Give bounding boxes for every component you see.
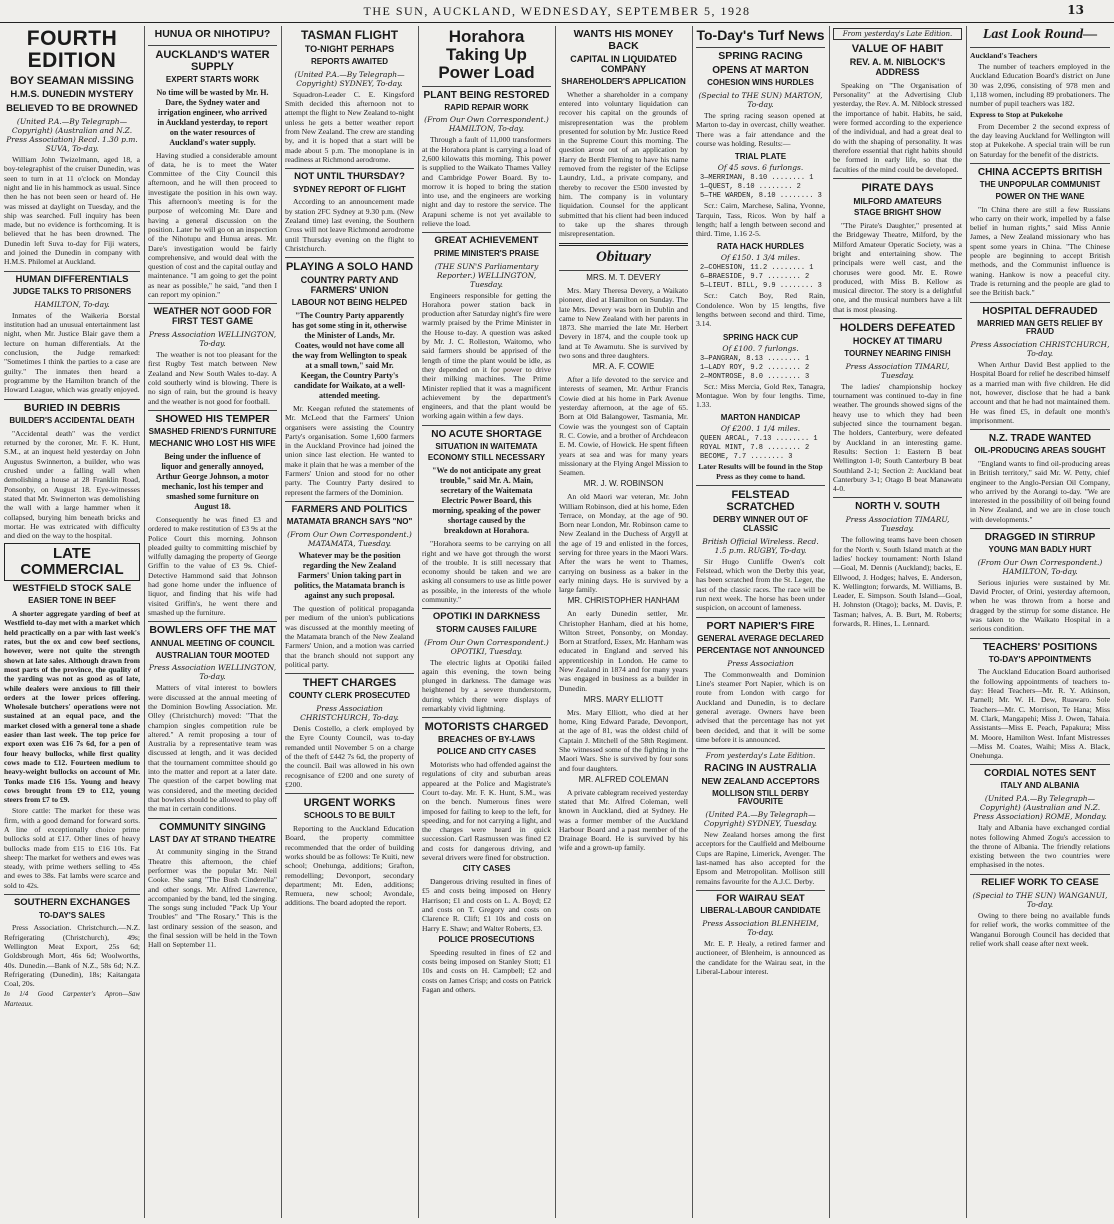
paragraph-title: Express to Stop at Pukekohe — [970, 110, 1063, 120]
article-body: Speeding resulted in fines of £2 and costs being imposed on Stanley Stott; £1 10s and costs on H. Campbell; £2 and costs on James Crisp; and costs on Patrick Fagan and others. — [422, 947, 551, 994]
headline: WESTFIELD STOCK SALE — [12, 582, 132, 594]
race-result: 5—THE WARDEN, 8.10 ........ 3 — [700, 192, 822, 201]
column-7 — [833, 26, 962, 1218]
headline: CHINA ACCEPTS BRITISH — [977, 166, 1103, 178]
dateline: Press Association — [727, 658, 794, 668]
subheadline: COHESION WINS HURDLES — [707, 78, 814, 88]
headline: DRAGGED IN STIRRUP — [984, 532, 1096, 544]
subheadline: REPORTS AWAITED — [310, 57, 389, 67]
subheadline: THE UNPOPULAR COMMUNIST — [979, 179, 1101, 189]
divider — [148, 818, 277, 819]
article-body: Sir Hugo Cunliffe Owen's colt Felstead, which won the Derby this year, has been scratched from the St. Leger, the last of the classic races. The race will be run next week. The horse has been under suspicion, on account of lameness. — [696, 556, 825, 613]
headline: WANTS HIS MONEY BACK — [573, 28, 674, 52]
headline: FELSTEAD SCRATCHED — [726, 489, 795, 514]
race-result: 2—MONTROSE, 8.0 ........ 3 — [700, 372, 810, 381]
article-body: The number of teachers employed in the Auckland Education Board's district on June 30 was 2,096, consisting of 978 men and 1,118 women, including 89 probationers. The number of pupil teachers was 182. — [970, 61, 1110, 109]
article-body: New Zealand horses among the first acceptors for the Caulfield and Melbourne Cups are Rapine, Limerick, Avenger. The last-named has also accepted for the Epsom and Metropolitan. Mollison still remains favourite for the A.J.C. Derby. — [696, 830, 825, 886]
headline: PLANT BEING RESTORED — [423, 89, 550, 101]
divider — [696, 617, 825, 618]
divider — [422, 717, 551, 718]
subheadline: POWER ON THE WANE — [995, 191, 1085, 201]
article-body: Serious injuries were sustained by Mr. David Procter, of Orini, yesterday afternoon, when he was thrown from a horse and dragged by the stirrup for some distance. He was taken to the Waikato Hospital in a serious condition. — [970, 577, 1110, 634]
divider — [422, 86, 551, 87]
divider — [970, 429, 1110, 430]
subheadline: POLICE PROSECUTIONS — [438, 934, 535, 944]
subheadline: OIL-PRODUCING AREAS SOUGHT — [974, 446, 1106, 456]
headline: N.Z. TRADE WANTED — [988, 433, 1092, 445]
subheadline: LABOUR NOT BEING HELPED — [291, 298, 408, 308]
obituary-name: MRS. M. T. DEVERY — [586, 273, 661, 283]
headline: SHOWED HIS TEMPER — [155, 412, 270, 425]
race-result: BECOME, 7.7 ........ 3 — [700, 453, 793, 462]
dateline: (THE SUN'S Parliamentary Reporter.) WELLINGTON, Tuesday. — [434, 261, 539, 289]
headline: HUNUA OR NIHOTIPU? — [154, 28, 271, 40]
dateline: HAMILTON, To-day. — [34, 299, 110, 309]
dateline: Press Association TIMARU, Tuesday. — [845, 361, 950, 380]
subheadline: GENERAL AVERAGE DECLARED — [697, 634, 824, 644]
subheadline: BUILDER'S ACCIDENTAL DEATH — [9, 416, 135, 426]
article-body: The spring racing season opened at Marton to-day in overcast, chilly weather. There was a fair attendance and the course was holding. Results:— — [696, 111, 825, 148]
race-stake: Of £150. 1 3/4 miles. — [720, 253, 801, 263]
column-rule — [692, 26, 693, 1218]
article-body: From December 2 the second express of the day leaving Auckland for Wellington will stop at Pukekohe. A special train will be run on Saturday for the benefit of the districts. — [970, 121, 1110, 159]
divider — [696, 485, 825, 486]
headline: PLAYING A SOLO HAND — [285, 261, 414, 274]
headline: PIRATE DAYS — [861, 181, 934, 194]
article-body: Store cattle: The market for these was firm, with a good demand for forward sorts. A line of exceptionally choice prime bullocks sold at £17. Other lines of heavy bullocks made from £15 to £16 10s. Fat sheep: The market for wethers and ewes was steady, with prime wethers selling to 45s and ewes to 38s. Fat lambs were scarce and sold to 42s. — [4, 806, 140, 890]
divider — [148, 45, 277, 46]
article-body: Mrs. Mary Theresa Devery, a Waikato pioneer, died at Hamilton on Sunday. The late Mrs. Devery was born in Dublin and came to New Zealand with her parents in 1873. She married the late Mr. Herbert Devery in 1874, and the couple took up land at Te Awamutu. She is survived by two sons and three daughters. — [559, 285, 688, 361]
divider — [148, 410, 277, 411]
column-8 — [970, 26, 1110, 1218]
subheadline: STORM CAUSES FAILURE — [436, 624, 537, 634]
headline: WEATHER NOT GOOD FOR FIRST TEST GAME — [153, 306, 272, 327]
divider — [148, 621, 277, 622]
divider — [970, 47, 1110, 48]
section-banner — [4, 543, 140, 581]
article-body: The ladies' championship hockey tournament was continued to-day in fine weather. The grounds showed signs of the heavy use to which they had been subjected since the tournament began. The holders, Canterbury, were defeated by Auckland in an interesting game. Results: Section 1: Eastern B beat Wellington 1-0; South Canterbury B beat Southland 2-1; Section 2: Auckland beat Canterbury 3-1; Otago B beat Manawatu 4-0. — [833, 381, 962, 494]
subheadline: LAST DAY AT STRAND THEATRE — [149, 834, 276, 844]
dateline: (United P.A.—By Telegraph—Copyright) SYDNEY, To-day. — [294, 69, 405, 88]
dateline: (Special to THE SUN) WANGANUI, To-day. — [972, 891, 1108, 910]
article-body: William John Twizelmann, aged 18, a boy-telegraphist of the cruiser Dunedin, was seen to turn in at 11 o'clock on Monday night and lie in his hammock as usual. Since then he has not been seen or heard of. He was missed at daylight on Tuesday, and the ship was searched. Full inquiry has been made, but no evidence is forthcoming. It is believed that he has been drowned. The Dunedin left Suva to-day for Fiji waters, and joined the Dunedin in company with H.M.S. Philomel at Auckland. — [4, 155, 140, 267]
race-result: 3—MERRIMAN, 8.10 ........ 1 — [700, 174, 814, 183]
subheadline: TO-NIGHT PERHAPS — [304, 44, 395, 55]
headline: TASMAN FLIGHT — [300, 28, 399, 42]
column-5 — [559, 26, 688, 1218]
article-body: Mr. E. P. Healy, a retired farmer and auctioneer, of Blenheim, is announced as the candidate for the Wairau seat, in the Liberal-Labour interest. — [696, 939, 825, 976]
headline: OPOTIKI IN DARKNESS — [432, 611, 541, 623]
article-body: "In China there are still a few Russians who carry on their work, impelled by a false belief in human rights," said Miss Annie James, a New Zealand missionary who has spent some years in China. "The Chinese people are beginning to accept British methods, and the Communist influence is waning. Hankow is now a peaceful city. Trade is returning and the people are glad to see the British back." — [970, 204, 1110, 298]
article-body: Speaking on "The Organisation of Personality" at the Advertising Club yesterday, the Rev. A. M. Niblock stressed the importance of habit. Habits, he said, were formed according to the experience of the individual, and had a great deal to do with the shaping of personality. It was therefore essential that right habits should be formed in early life, so that the faculties of the mind could be developed. — [833, 80, 962, 174]
divider — [833, 178, 962, 179]
headline: VALUE OF HABIT — [851, 43, 944, 55]
headline: CORDIAL NOTES SENT — [983, 768, 1097, 780]
section-title: Obituary — [595, 249, 651, 266]
subheadline: ITALY AND ALBANIA — [1000, 781, 1080, 791]
subheadline: MARRIED MAN GETS RELIEF BY FRAUD — [977, 318, 1103, 337]
stop-press-note: Later Results will be found in the Stop Press as they come to hand. — [698, 462, 823, 481]
subheadline: TO-DAY'S APPOINTMENTS — [988, 654, 1092, 664]
dateline: Press Association CHRISTCHURCH, To-day. — [300, 704, 399, 723]
subheadline: STAGE BRIGHT SHOW — [854, 208, 941, 218]
headline: SOUTHERN EXCHANGES — [13, 897, 131, 909]
headline: Horahora Taking Up Power Load — [438, 27, 535, 82]
column-2 — [148, 26, 277, 1218]
subheadline: COUNTY CLERK PROSECUTED — [288, 691, 411, 701]
article-deck: "We do not anticipate any great trouble," said Mr. A. Main, secretary of the Waitemata Electric Power Board, this morning, speaking of the power shortage caused by the breakdown at Horahora. — [432, 466, 541, 536]
article-body: An old Maori war veteran, Mr. John William Robinson, died at his home, Eden Terrace, on Monday, at the age of 90. Born near London, Mr. Robinson came to New Zealand in the Duchess of Argyll at the age of 19 and enlisted in the forces, serving for three years in the Maori Wars. After the wars he went to Thames, carrying on business as a baker in the early mining days. He is survived by a large family. — [559, 492, 688, 595]
headline: OPENS AT MARTON — [712, 65, 809, 77]
column-rule — [144, 26, 145, 1218]
article-body: "Accidental death" was the verdict returned by the coroner, Mr. F. K. Hunt, S.M., at an inquest held yesterday on John Augustus Swinnerton, a builder, who was crushed under a falling wall when demolishing a house at 28 Franklin Road, Ponsonby, on August 18. Eye-witnesses stated that Mr. Swinnerton was demolishing the wall with a large hammer when it collapsed, burying him beneath bricks and mortar. He was extricated with difficulty and died on the way to the hospital. — [4, 428, 140, 541]
article-body: Press Association. Christchurch.—N.Z. Refrigerating (Christchurch), 49s; Wellington Meat Export, 25s 6d; Goldsbrough Mort, 46s 6d; Woolworths, 40s. Dunedin.—Bank of N.Z., 58s 6d; N.Z. Refrigerating (Dunedin), 18s; Kaitangata Coal, 20s. — [4, 923, 140, 989]
article-body: Reporting to the Auckland Education Board, the property committee recommended that the order of building works should be as follows: Te Kuiti, new school; Onehunga, additions; Grafton, remodelling; Devonport, secondary department; Mt. Eden, additions; Remuera, new school; Avondale, additions. The board adopted the report. — [285, 824, 414, 908]
headline: NO ACUTE SHORTAGE — [431, 428, 542, 440]
edition-note: From yesterday's Late Edition. — [705, 752, 816, 761]
dateline: (From Our Own Correspondent.) HAMILTON, To-day. — [424, 115, 549, 134]
column-rule — [418, 26, 419, 1218]
edition-banner: FOURTH EDITION — [26, 27, 118, 73]
divider — [148, 303, 277, 304]
divider — [833, 318, 962, 319]
headline: FARMERS AND POLITICS — [291, 503, 408, 515]
divider — [559, 243, 688, 246]
divider — [970, 163, 1110, 164]
divider — [4, 271, 140, 272]
column-rule — [281, 26, 282, 1218]
section-title: LATE COMMERCIAL — [20, 545, 124, 579]
divider — [970, 764, 1110, 765]
edition-note: From yesterday's Late Edition. — [833, 28, 962, 40]
subheadline: PERCENTAGE NOT ANNOUNCED — [696, 645, 825, 655]
race-result: ROYAL MINT, 7.8 ........ 2 — [700, 444, 810, 453]
race-stake: Of £200. 1 1/4 miles. — [720, 424, 801, 434]
column-1 — [4, 26, 140, 1218]
dateline: Press Association WELLINGTON, To-day. — [148, 330, 277, 349]
headline: TEACHERS' POSITIONS — [982, 641, 1098, 653]
article-body: Mr. Keegan refuted the statements of Mr. McLeod that the Farmers' Union organisers were assisting the Country Party's organisation. Some 1,600 farmers in the Auckland Province had joined the union since last election. He wanted to make it plain that he was a member of the Farmers' Union and stood for no other party. The Country Party desired to represent the farmers of the Dominion. — [285, 403, 414, 497]
headline: BOY SEAMAN MISSING — [10, 75, 134, 88]
subheadline: MILFORD AMATEURS — [853, 195, 942, 206]
subheadline: POLICE AND CITY CASES — [436, 747, 537, 757]
headline: RELIEF WORK TO CEASE — [981, 876, 1099, 888]
subheadline: ANNUAL MEETING OF COUNCIL — [150, 638, 275, 648]
dateline: British Official Wireless. Recd. 1.5 p.m. RUGBY, To-day. — [702, 536, 819, 555]
race-result: 1—LADY ROY, 9.2 ........ 2 — [700, 363, 810, 372]
race-result: 3—PANGRAN, 8.13 ........ 1 — [700, 354, 810, 363]
headline: MOTORISTS CHARGED — [424, 721, 549, 734]
divider — [422, 232, 551, 233]
divider — [970, 638, 1110, 639]
headline: SPRING RACING — [718, 49, 803, 62]
column-3 — [285, 26, 414, 1218]
race-result: 5—LIEUT. BILL, 9.9 ........ 3 — [700, 282, 822, 291]
obituary-name: MR. J. W. ROBINSON — [583, 479, 664, 489]
article-body: According to an announcement made by station 2FC Sydney at 9.30 p.m. (New Zealand time) last evening, the Southern Cross will not leave Richmond aerodrome until Thursday evening on the flight to Christchurch. — [285, 197, 414, 253]
divider — [970, 874, 1110, 875]
subheadline: BELIEVED TO BE DROWNED — [6, 102, 138, 114]
column-rule — [555, 26, 556, 1218]
dateline: (Special to THE SUN) MARTON, To-day. — [698, 91, 823, 110]
article-lead: A shorter aggregate yarding of beef at Westfield to-day met with a market which held practically on a par with last week's rates, but the ox and cow beef sections, however, were not quite the strength shown at late sales. Although drawn from most parts of the province, the quality of the yarding was not as good as of late, while dealers were anxious to fill their orders at the lower prices offering. Wholesale butchers' operations were not sustained at an equal pace, and the market closed with a general tone a shade easier than last week. The top price for export oxen was £16 7s 6d, for a pen of four heavy bullocks, while first quality cows made to £12. Fourteen medium to heavy-weight bullocks on account of Mr. Tonks made £16 15s. Young and heavy cows brought from £9 to £12, young steers from £7 to £9. — [4, 609, 140, 805]
headline: HUMAN DIFFERENTIALS — [15, 273, 129, 285]
divider — [696, 47, 825, 48]
article-body: Owing to there being no available funds for relief work, the works committee of the Wanganui Borough Council has decided that relief work shall cease after next week. — [970, 911, 1110, 949]
subheadline: LIBERAL-LABOUR CANDIDATE — [700, 906, 821, 916]
divider — [285, 168, 414, 169]
article-body: Denis Costello, a clerk employed by the Eyre County Council, was to-day remanded until November 5 on a charge of the theft of £442 7s 6d, the property of the council. Bail was allowed in his own recognisance of £200 and one surety of £200. — [285, 724, 414, 789]
article-body: At community singing in the Strand Theatre this afternoon, the chief performer was the popular Mr. Neil Cooke. She sang "The Bush Cinderella" and other songs. Mr. Alfred Lawrence, accompanied by the band, led the singing. The songs sung included "Pack Up Your Troubles" and "The Rosary." This is the last ordinary session of the season, and the final session will be held in the Town Hall on September 11. — [148, 847, 277, 950]
divider — [696, 890, 825, 891]
subheadline: JUDGE TALKS TO PRISONERS — [12, 287, 132, 297]
subheadline: EASIER TONE IN BEEF — [28, 596, 116, 606]
race-result: 1—QUEST, 8.10 ........ 2 — [700, 183, 801, 192]
dateline: (From Our Own Correspondent.) OPOTIKI, Tuesday. — [424, 637, 549, 656]
headline: HOLDERS DEFEATED — [839, 322, 956, 335]
article-deck: Whatever may be the position regarding the New Zealand Farmers' Union taking part in politics, the Matamata branch is against any such proposal. — [294, 551, 405, 601]
subheadline: REV. A. M. NIBLOCK'S ADDRESS — [849, 57, 946, 77]
divider — [4, 894, 140, 895]
article-body: Engineers responsible for getting the Horahora power station back in production after Saturday night's fire were warmly praised by the Prime Minister in the House to-day. A question was asked by Mr. J. C. Rolleston, Waitomo, who said farmers should be apprised of the length of time the plant would be idle, as they depended on it for power to drive their milking machines. The Prime Minister replied that it was a magnificent achievement by the department's engineers, and that the plant would be working again within a few days. — [422, 290, 551, 421]
subheadline: HOCKEY AT TIMARU — [852, 336, 943, 347]
subheadline: CITY CASES — [462, 864, 511, 874]
headline: THEFT CHARGES — [302, 677, 397, 690]
article-body: The following teams have been chosen for the North v. South Island match at the ladies' hockey tournament: North Island—Goal, M. Dennis (Auckland); backs, E. Ellwood, J. Hodges; halves, E. Anderson, K. Wellington; forwards, M. Williams, B. Leader, E. Simpson. South Island—Goal, H. Johnston (Otago); backs, M. Davis, P. Tasman; halves, A. B. Burt, M. Roberts; forwards, R. Hines, L. Lennard. — [833, 535, 962, 629]
headline: FOR WAIRAU SEAT — [716, 892, 805, 904]
article-body: "The Pirate's Daughter," presented at the Bridgeway Theatre, Milford, by the Milford Amateur Operatic Society, was a bright and entertaining show. The principals were well cast, and the choruses were good. Mr. E. Rowe produced, with Miss B. Kellow as musical director. The story is a delightful one, and the musical numbers have a lilt that is most pleasing. — [833, 221, 962, 314]
race-name: RATA HACK HURDLES — [717, 242, 804, 252]
subheadline: NEW ZEALAND ACCEPTORS — [701, 776, 820, 787]
column-rule — [829, 26, 830, 1218]
headline: BOWLERS OFF THE MAT — [149, 624, 276, 637]
dateline: Press Association BLENHEIM, To-day. — [702, 919, 819, 938]
article-body: The electric lights at Opotiki failed again this evening, the town being plunged in darkness. The damage was heightened by a severe thunderstorm, during which there were displays of remarkably vivid lightning. — [422, 657, 551, 714]
article-body: Squadron-Leader C. E. Kingsford Smith decided this afternoon not to attempt the flight to New Zealand to-night unless he gets a better weather report from New Zealand. The crew are standing by, and it is hoped that a start will be made about 5 p.m. The monoplane is in readiness at Richmond aerodrome. — [285, 89, 414, 164]
section-title: Last Look Round— — [982, 27, 1098, 42]
race-result: 2—COHESION, 11.2 ........ 1 — [700, 264, 814, 273]
article-body: "Horahora seems to be carrying on all right and we have got through the worst of the trouble. It is still necessary that economy should be taken and we are asking all consumers to use as little power as possible, in the interests of the whole community." — [422, 539, 551, 605]
subheadline: TOURNEY NEARING FINISH — [844, 349, 951, 359]
column-6 — [696, 26, 825, 1218]
race-result: 6—BRAESIDE, 9.7 ........ 2 — [700, 273, 810, 282]
divider — [285, 501, 414, 502]
dateline: (From Our Own Correspondent.) MATAMATA, Tuesday. — [287, 530, 412, 549]
dateline: Press Association CHRISTCHURCH, To-day. — [970, 340, 1110, 359]
subheadline: COUNTRY PARTY AND FARMERS' UNION — [300, 275, 399, 296]
subheadline: DERBY WINNER OUT OF CLASSIC — [713, 515, 808, 534]
divider — [970, 302, 1110, 303]
headline: NORTH V. SOUTH — [855, 501, 940, 513]
article-deck: Being under the influence of liquor and generally annoyed, Arthur George Johnson, a motor mechanic, lost his temper and smashed some furniture on August 18. — [156, 451, 269, 511]
headline: BURIED IN DEBRIS — [23, 401, 121, 414]
paragraph-title: Auckland's Teachers — [970, 50, 1038, 60]
article-body: Inmates of the Waikeria Borstal institution had an unusual entertainment last night, when Mr. Justice Blair gave them a lecture on human differentials. At the conclusion, the Judge remarked: "Sometimes I think the parties to a case are guilty." The inmates then heard a programme by the Hamilton branch of the Howard League, which was greatly enjoyed. — [4, 310, 140, 395]
article-body: After a life devoted to the service and interests of seamen, Mr. Arthur Francis Cowie died at his home in Park Avenue yesterday afternoon, at the age of 65. Born at Old Balangower, Tasmania, Mr. Cowie was the youngest son of Captain R. C. Cowie, and a brother of Archdeacon E. M. Cowie, of Howick. He spent fifteen years at sea and was for many years missionary at the Flying Angel Mission to Seamen. — [559, 375, 688, 478]
divider — [285, 793, 414, 794]
article-body: The Commonwealth and Dominion Line's steamer Port Napier, which is on route from London with cargo for Auckland and Dunedin, is to declare general average. Owners have been advised that the percentage has not yet been decided, and that it will be some time before it is announced. — [696, 669, 825, 744]
article-body: When Arthur David Best applied to the Hospital Board for relief he described himself as a married man with five children. He did not, however, disclose that he had a bank account and that he had not maintained them. He was fined £5, in default one month's imprisonment. — [970, 360, 1110, 425]
paper-title-line: THE SUN, AUCKLAND, WEDNESDAY, SEPTEMBER 5, 1928 — [363, 4, 751, 18]
divider — [833, 497, 962, 498]
article-body: Consequently he was fined £3 and ordered to make restitution of £3 9s at the Police Court this morning. Johnson pleaded guilty to committing mischief by wilfully damaging the property of George Griffin to the value of £3 9s. Chief-Detective Hammond said that Johnson had gone home under the influence of liquor, and finding that his wife had visited Griffin's, he went there and smashed up the furniture. — [148, 514, 277, 617]
headline: COMMUNITY SINGING — [159, 821, 266, 833]
divider — [970, 528, 1110, 529]
article-body: Dangerous driving resulted in fines of £5 and costs being imposed on Henry Harrison; £1 and costs on L. A. Boyd; £2 and costs on T. Gregory and costs on Clarence R. Clift; £1 10s and costs on Harry E. Shaw; and Walter Roberts, £3. — [422, 877, 551, 933]
column-4 — [422, 26, 551, 1218]
obituary-name: MR. ALFRED COLEMAN — [578, 774, 669, 784]
subheadline: EXPERT STARTS WORK — [165, 74, 260, 84]
page-number: 13 — [1067, 3, 1084, 17]
masthead — [0, 0, 1114, 23]
race-name: MARTON HANDICAP — [720, 413, 801, 423]
divider — [4, 399, 140, 400]
divider — [285, 257, 414, 258]
article-body: Matters of vital interest to bowlers were discussed at the annual meeting of the Dominion Bowling Association. Mr. Olley (Christchurch) moved: "That the champion singles competition rule be altered." A remit proposing a tour of Australia by a representative team was discussed at length, and it was decided that the tournament committee should go into the matter and report at a later date. The question of the carpet bowling mat was considered, and the meeting decided that bowlers should be allowed to play off the mat in certain conditions. — [148, 683, 277, 814]
headline: RACING IN AUSTRALIA — [704, 763, 817, 775]
dateline: (United P.A.—By Telegraph—Copyright) (Australian and N.Z. Press Association) ROME, Monday. — [973, 794, 1107, 822]
section-title: To-Day's Turf News — [696, 27, 825, 43]
article-body: Through a fault of 11,000 transformers at the Horahora plant is carrying a load of 2,600 kilowatts this morning. This power is supplied to the Waikato Thames Valley and Cambridge Power Board. By to-morrow it is hoped to bring the station into use, and the engineers are working night and day to restore the service. The Arapuni scheme is not yet available to relieve the load. — [422, 135, 551, 228]
race-result: QUEEN ARCAL, 7.13 ........ 1 — [700, 435, 818, 444]
subheadline: SMASHED FRIEND'S FURNITURE — [148, 427, 277, 437]
subheadline: MOLLISON STILL DERBY FAVOURITE — [712, 788, 809, 807]
race-name: SPRING HACK CUP — [722, 332, 799, 342]
dateline: (From Our Own Correspondent.) HAMILTON, To-day. — [977, 557, 1103, 576]
headline: NOT UNTIL THURSDAY? — [294, 171, 405, 183]
article-body: The question of political propaganda per medium of the union's publications was discussed at the monthly meeting of the Matamata branch of the New Zealand Farmers' Union, and a motion was carried that the branch should not support any political party. — [285, 604, 414, 669]
column-rule — [966, 26, 967, 1218]
subheadline: MECHANIC WHO LOST HIS WIFE — [149, 439, 276, 449]
headline: GREAT ACHIEVEMENT — [434, 235, 539, 247]
article-body: Scr.: Cairn, Marchese, Salina, Yvonne, Tarquin, Tass, Ricos. Won by half a length; half a length between second and third. Time, 1.16 2-5. — [696, 201, 825, 239]
subheadline: SCHOOLS TO BE BUILT — [303, 811, 396, 821]
subheadline: RAPID REPAIR WORK — [444, 102, 529, 112]
article-body: The Auckland Education Board authorised the following appointments of teachers to-day: Head Teachers—Mr. R. Y. Atkinson, Parnell; Mr. W. H. Dew, Ruawaro. Sole Teachers—Mr. C. Morrison, Te Hana; Miss M. Clark, Mangapehi; Miss J. Owen, Tahaia. Assistants—Miss E. Peach, Papakura; Miss M. Moore, Hamilton West. Infant Mistresses—Miss M. Coates, Waihi; Miss A. Black, Onehunga. — [970, 667, 1110, 761]
article-body: The weather is not too pleasant for the first Rugby Test match between New Zealand and New South Wales to-day. A cold southerly wind is blowing. There is no sign of rain, but the ground is heavy and the weather is not good for football. — [148, 350, 277, 406]
article-body: Italy and Albania have exchanged cordial notes following Ahmed Zogu's accession to the throne of Albania. The friendly relations existing between the two countries were emphasised in the notes. — [970, 823, 1110, 870]
race-stake: Of £100. 7 furlongs. — [722, 343, 799, 353]
subheadline: AUSTRALIAN TOUR MOOTED — [155, 650, 270, 660]
divider — [422, 425, 551, 426]
obituary-name: MR. A. F. COWIE — [592, 362, 655, 372]
race-stake: Of 45 sovs. 6 furlongs. — [717, 163, 804, 173]
article-body: Scr.: Miss Mercia, Gold Rex, Tanagra, Montague. Won by four lengths. Time, 1.33. — [696, 381, 825, 410]
obituary-name: MR. CHRISTOPHER HANHAM — [567, 596, 680, 606]
divider — [422, 608, 551, 609]
dateline: Press Association TIMARU, Tuesday. — [845, 515, 950, 534]
subheadline: SHAREHOLDER'S APPLICATION — [561, 76, 686, 86]
headline: PORT NAPIER'S FIRE — [706, 619, 815, 632]
subheadline: MATAMATA BRANCH SAYS "NO" — [286, 517, 413, 527]
subheadline: SITUATION IN WAITEMATA — [435, 441, 538, 451]
subheadline: PRIME MINISTER'S PRAISE — [433, 248, 540, 258]
classified-line: In 1/4 Good Carpenter's Apron—Saw Marteaux. — [4, 990, 140, 1008]
divider — [559, 270, 688, 271]
article-body: Whether a shareholder in a company entered into voluntary liquidation can recover his capital on the grounds of misrepresentation was the problem presented for solution by Mr. Justice Reed in the Supreme Court this morning. The question arose out of an application by Harry de Berdt Fleming to have his name removed from the register of the Eclipse Laundry, Ltd., a private company, and thereby to recover the £500 invested by him. The company is in voluntary liquidation. Counsel for the applicant submitted that his client had been induced to take up the shares through misrepresentation. — [559, 89, 688, 239]
subheadline: TO-DAY'S SALES — [39, 910, 105, 920]
article-body: Having studied a considerable amount of data, he is to meet the Water Committee of the City Council this afternoon, and he will then proceed to investigate the position in his own way. This afternoon's meeting is for the purpose of welcoming Mr. Dare and having a general discussion on the position. Later he will go on an inspection of the Nihotupu and Hunua areas. Mr. Dare's investigation would be fairly comprehensive, and would deal with the question of cost and the capital outlay and maintenance. "I am going to get the point as near as possible," he said, "and then I can report my opinion." — [148, 150, 277, 299]
article-deck: No time will be wasted by Mr. H. Dare, the Sydney water and irrigation engineer, who arrived in Auckland yesterday, to report on the water resources of Auckland's water supply. — [156, 87, 269, 147]
divider — [285, 673, 414, 674]
subheadline: ECONOMY STILL NECESSARY — [427, 453, 546, 463]
article-body: Motorists who had offended against the regulations of city and suburban areas appeared at the Police and Magistrate's Court to-day. Mr. F. K. Hunt, S.M., was on the bench. Numerous fines were imposed for failing to keep to the left, for speeding, and for not carrying a light, and the charges were heard in quick succession. Carl Rasmussen was fined £2 and costs for dangerous driving, and several drivers were fined for obstruction. — [422, 760, 551, 863]
subheadline: BREACHES OF BY-LAWS — [438, 735, 535, 745]
headline: HOSPITAL DEFRAUDED — [982, 305, 1098, 317]
headline: AUCKLAND'S WATER SUPPLY — [155, 48, 270, 73]
dateline: (United P.A.—By Telegraph—Copyright) SYDNEY, Tuesday. — [703, 810, 818, 829]
article-body: Mrs. Mary Elliott, who died at her home, King Edward Parade, Devonport, at the age of 81, was the oldest child of Captain J. Mitchell of the 58th Regiment. She witnessed some of the fighting in the Maori Wars. She is survived by four sons and four daughters. — [559, 707, 688, 773]
subheadline: H.M.S. DUNEDIN MYSTERY — [10, 89, 134, 101]
article-body: An early Dunedin settler, Mr. Christopher Hanham, died at his home, Wilton Street, Ponsonby, on Monday. Born at Stratford, Essex, Mr. Hanham was educated in England and served his apprenticeship in London. He came to New Zealand in 1874 and for many years was engaged in business as a builder in Dunedin. — [559, 609, 688, 693]
subheadline: YOUNG MAN BADLY HURT — [988, 545, 1092, 555]
subheadline: SYDNEY REPORT OF FLIGHT — [293, 184, 406, 194]
article-body: "England wants to find oil-producing areas in British territory," said Mr. W. Petty, chief engineer to the Anglo-Persian Oil Company, who arrived by the Aorangi to-day. "We are interested in the possibility of oil being found in New Zealand, and we are in close touch with developments." — [970, 458, 1110, 524]
subheadline: CAPITAL IN LIQUIDATED COMPANY — [570, 54, 677, 74]
divider — [696, 748, 825, 749]
article-deck: "The Country Party apparently has got some sting in it, otherwise the Minister of Lands, Mr. Coates, would not have come all the way from Wellington to speak at a small town," said Mr. Keegan, the Country Party's candidate for Waikato, at a well-attended meeting. — [292, 310, 407, 400]
dateline: (United P.A.—By Telegraph—Copyright) (Australian and N.Z. Press Association) Recd. 1.30 p.m. SUVA, To-day. — [6, 117, 138, 154]
obituary-name: MRS. MARY ELLIOTT — [583, 694, 664, 704]
dateline: Press Association WELLINGTON, To-day. — [148, 663, 277, 682]
race-name: TRIAL PLATE — [734, 152, 787, 162]
article-body: A private cablegram received yesterday stated that Mr. Alfred Coleman, well known in Auckland, died at Sydney. He was a former member of the Auckland Harbour Board and a past member of the Drainage Board. He is survived by his wife and a grown-up family. — [559, 787, 688, 853]
article-body: Scr.: Catch Boy, Red Rain, Condolence. Won by 15 lengths, five lengths between second and third. Time, 3.14. — [696, 291, 825, 329]
headline: URGENT WORKS — [303, 797, 396, 810]
